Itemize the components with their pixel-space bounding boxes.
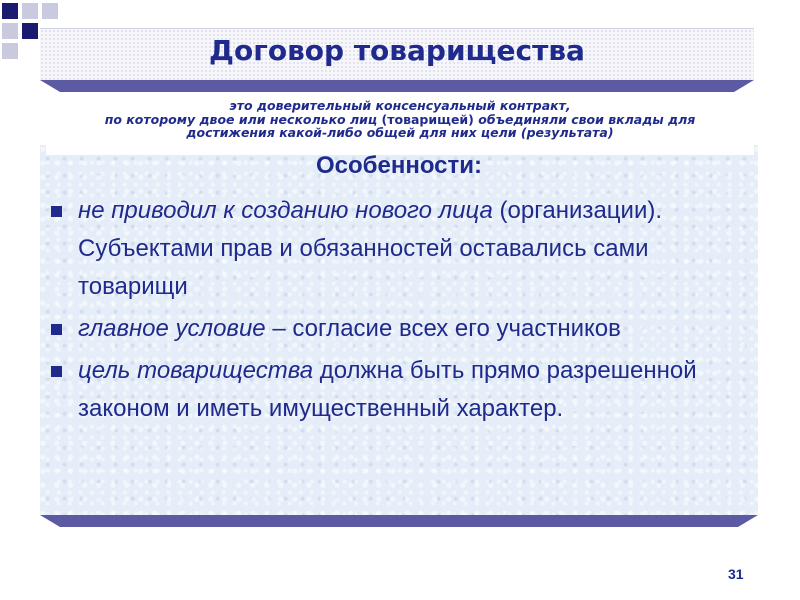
decor-square: [22, 23, 38, 39]
definition-line-2-start: по которому двое или несколько лиц: [104, 111, 382, 127]
features-list: [48, 192, 738, 432]
decor-square: [42, 3, 58, 19]
decor-square: [2, 43, 18, 59]
decor-square: [2, 23, 18, 39]
point-emphasis: главное условие: [78, 315, 266, 342]
point-emphasis: цель товарищества: [78, 357, 314, 384]
content-panel-bevel: [40, 515, 758, 527]
definition-line-2-parenthetical: (товарищей): [381, 111, 474, 127]
square-bullet-icon: [51, 324, 62, 335]
features-heading: Особенности:: [315, 152, 483, 179]
list-item: [48, 192, 738, 306]
square-bullet-icon: [51, 206, 62, 217]
definition-text: [46, 99, 754, 155]
definition-line-1: это доверительный консенсуальный контракт,: [229, 98, 571, 113]
point-text: – согласие всех его участников: [265, 315, 621, 342]
definition-line-2-end: объединяли свои вклады для: [473, 111, 696, 127]
decor-square: [2, 3, 18, 19]
title-panel-bevel: [40, 80, 754, 92]
point-text: (организации). Субъектами прав и обязанностей оставались сами товарищи: [78, 197, 663, 300]
point-emphasis: не приводил к созданию нового лица: [78, 197, 493, 224]
slide-title: Договор товарищества: [209, 34, 585, 67]
page-number: 31: [728, 566, 744, 582]
definition-line-3-parenthetical: (результата): [520, 125, 614, 140]
list-item: [48, 310, 738, 348]
square-bullet-icon: [51, 366, 62, 377]
definition-line-3-start: достижения какой-либо общей для них цели: [186, 125, 521, 140]
point-text: должна быть прямо разрешенной законом и иметь имущественный характер.: [78, 357, 697, 422]
list-item: [48, 352, 738, 428]
decor-square: [22, 3, 38, 19]
